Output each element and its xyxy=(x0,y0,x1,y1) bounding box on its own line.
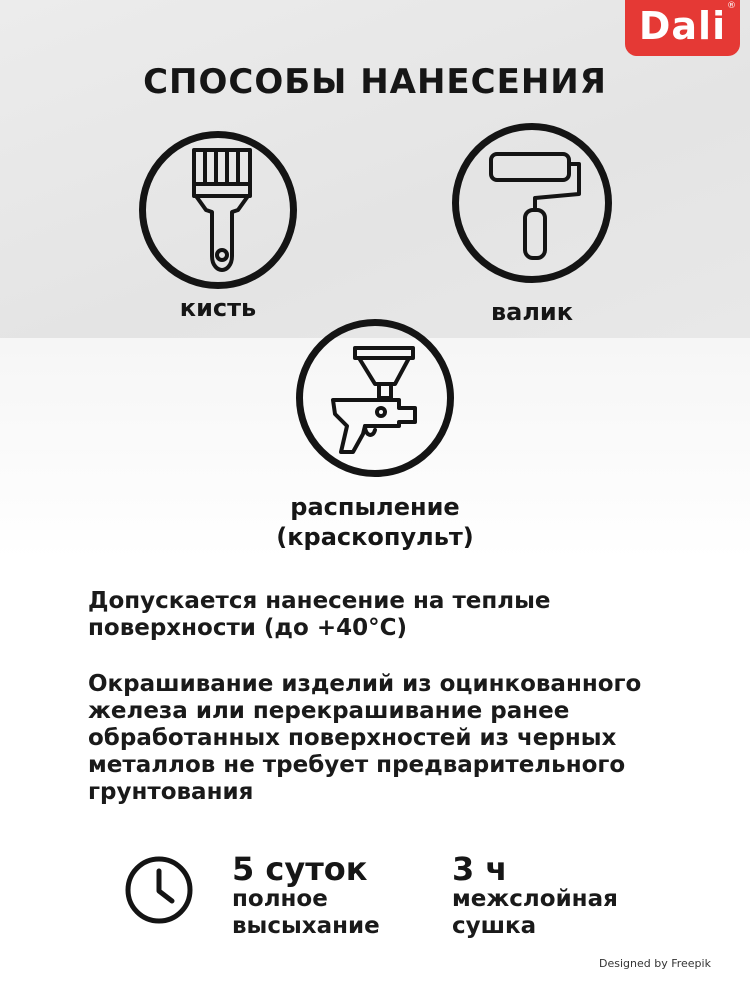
full-drying-label xyxy=(232,886,380,940)
paint-roller-icon xyxy=(452,123,612,283)
method-label-roller: валик xyxy=(490,298,574,326)
registered-mark: ® xyxy=(727,1,736,11)
spray-gun-icon xyxy=(296,319,454,477)
note-line: грунтования xyxy=(88,779,254,805)
clock-icon xyxy=(124,855,194,925)
interlayer-drying-label-line2: сушка xyxy=(452,913,537,939)
full-drying-label-line1: полное xyxy=(232,886,328,912)
note-line: металлов не требует предварительного xyxy=(88,752,626,778)
note-primer xyxy=(88,671,708,806)
paint-brush-icon xyxy=(139,131,297,289)
page-title: СПОСОБЫ НАНЕСЕНИЯ xyxy=(143,62,607,102)
note-warm-surfaces xyxy=(88,588,708,642)
method-label-spray-line1: распыление xyxy=(290,493,460,521)
interlayer-drying-label xyxy=(452,886,618,940)
note-line: Окрашивание изделий из оцинкованного xyxy=(88,671,642,697)
note-line: Допускается нанесение на теплые xyxy=(88,588,551,614)
interlayer-drying-value: 3 ч xyxy=(452,850,508,888)
method-label-spray-line2: (краскопульт) xyxy=(276,523,474,551)
method-label-spray xyxy=(250,492,500,552)
full-drying-value: 5 суток xyxy=(232,850,368,888)
freepik-credit: Designed by Freepik xyxy=(599,957,711,970)
note-line: железа или перекрашивание ранее xyxy=(88,698,570,724)
note-line: поверхности (до +40°С) xyxy=(88,615,407,641)
full-drying-label-line2: высыхание xyxy=(232,913,380,939)
method-label-brush: кисть xyxy=(179,294,257,322)
interlayer-drying-label-line1: межслойная xyxy=(452,886,618,912)
note-line: обработанных поверхностей из черных xyxy=(88,725,617,751)
brand-logo xyxy=(625,0,740,56)
brand-logo-text: Dali xyxy=(638,4,727,48)
